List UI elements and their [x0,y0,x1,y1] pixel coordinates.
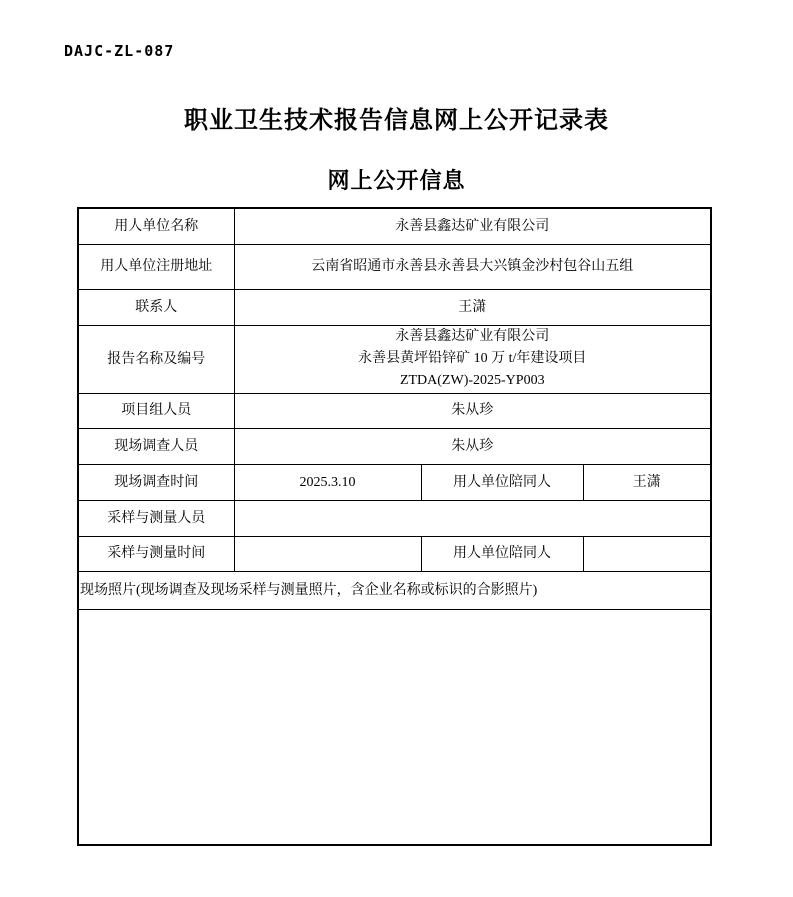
contact-label: 联系人 [78,289,234,325]
sampling-personnel-value [234,500,711,536]
site-investigation-companion-value: 王潇 [583,464,711,500]
sampling-companion-value [583,536,711,571]
table-row-site-investigation-time [78,464,711,500]
table-row-contact [78,289,711,325]
table-row-photo-area [78,609,711,845]
table-row-employer-name [78,208,711,244]
report-company-line: 永善县鑫达矿业有限公司 [395,329,550,344]
table-row-photo-caption [78,571,711,609]
report-name-number-label: 报告名称及编号 [78,325,234,393]
sampling-companion-label: 用人单位陪同人 [421,536,583,571]
table-row-employer-address [78,244,711,289]
employer-address-value: 云南省昭通市永善县永善县大兴镇金沙村包谷山五组 [234,244,711,289]
employer-name-value: 永善县鑫达矿业有限公司 [234,208,711,244]
report-name-number-value [234,325,711,393]
table-row-sampling-personnel [78,500,711,536]
sampling-time-label: 采样与测量时间 [78,536,234,571]
contact-value: 王潇 [234,289,711,325]
sampling-personnel-label: 采样与测量人员 [78,500,234,536]
photo-caption: 现场照片(现场调查及现场采样与测量照片，含企业名称或标识的合影照片) [78,571,711,609]
table-row-site-investigation-personnel [78,428,711,464]
employer-name-label: 用人单位名称 [78,208,234,244]
page-subtitle: 网上公开信息 [327,168,466,193]
record-table [77,207,712,846]
table-row-sampling-time [78,536,711,571]
site-investigation-time-value: 2025.3.10 [234,464,421,500]
report-project-line: 永善县黄坪铅锌矿 10 万 t/年建设项目 [358,351,587,366]
site-investigation-companion-label: 用人单位陪同人 [421,464,583,500]
report-number-line: ZTDA(ZW)-2025-YP003 [399,373,545,388]
table-row-project-team [78,393,711,428]
project-team-label: 项目组人员 [78,393,234,428]
page-title: 职业卫生技术报告信息网上公开记录表 [184,108,609,134]
sampling-time-value [234,536,421,571]
photo-area-empty-cell [78,609,711,845]
site-investigation-time-label: 现场调查时间 [78,464,234,500]
employer-address-label: 用人单位注册地址 [78,244,234,289]
table-row-report-name-number [78,325,711,393]
document-code: DAJC-ZL-087 [64,42,175,60]
project-team-value: 朱从珍 [234,393,711,428]
site-investigation-personnel-value: 朱从珍 [234,428,711,464]
site-investigation-personnel-label: 现场调查人员 [78,428,234,464]
